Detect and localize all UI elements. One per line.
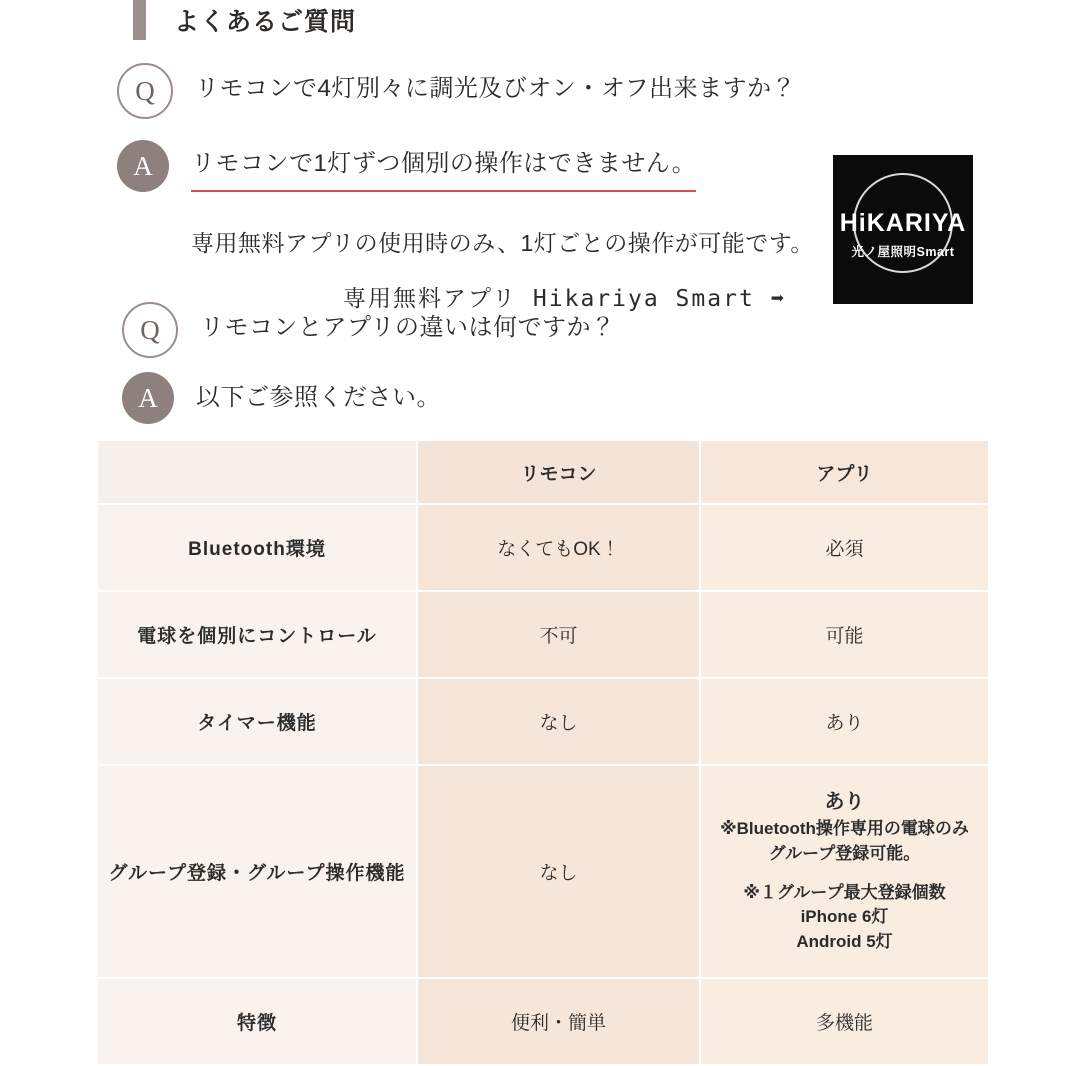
row-app-value: 必須: [700, 504, 989, 591]
faq-header: [133, 0, 356, 40]
table-row: [97, 591, 989, 678]
page-title: よくあるご質問: [174, 8, 357, 36]
answer-badge: A: [122, 372, 174, 424]
comparison-table: [96, 439, 990, 1066]
table-header-blank: [97, 440, 417, 504]
row-label: 電球を個別にコントロール: [97, 591, 417, 678]
answer-body: [191, 140, 814, 313]
row-label: グループ登録・グループ操作機能: [97, 765, 417, 978]
row-label: タイマー機能: [97, 678, 417, 765]
answer-badge: A: [117, 140, 169, 192]
app-value-line-1: あり: [824, 791, 865, 814]
hikariya-logo: [833, 155, 973, 304]
table-header-app: アプリ: [700, 440, 989, 504]
row-remote-value: なし: [417, 678, 700, 765]
row-app-value: 可能: [700, 591, 989, 678]
row-remote-value: 不可: [417, 591, 700, 678]
table-row: [97, 978, 989, 1065]
app-value-line-6: Android 5灯: [796, 931, 893, 951]
app-value-line-4: ※１グループ最大登録個数: [743, 882, 946, 902]
logo-main-text: HiKARIYA: [839, 209, 967, 237]
table-row: [97, 765, 989, 978]
answer-text: リモコンで1灯ずつ個別の操作はできません。: [191, 146, 696, 192]
app-value-line-5: iPhone 6灯: [800, 907, 889, 927]
logo-sub-text: 光ノ屋照明Smart: [851, 245, 955, 259]
app-value-line-3: グループ登録可能。: [768, 844, 921, 864]
faq-item-q1: [117, 63, 796, 119]
answer-main-wrap: [191, 146, 814, 192]
row-remote-value: 便利・簡単: [417, 978, 700, 1065]
table-header-remote: リモコン: [417, 440, 700, 504]
question-text: リモコンで4灯別々に調光及びオン・オフ出来ますか？: [195, 75, 797, 102]
answer-text: 以下ご参照ください。: [196, 384, 441, 411]
row-label: 特徴: [97, 978, 417, 1065]
answer-subtext: 専用無料アプリの使用時のみ、1灯ごとの操作が可能です。: [191, 230, 814, 256]
row-label: Bluetooth環境: [97, 504, 417, 591]
question-badge: Q: [117, 63, 173, 119]
row-remote-value: なし: [417, 765, 700, 978]
row-app-value: 多機能: [700, 978, 989, 1065]
app-value-line-2: ※Bluetooth操作専用の電球のみ: [720, 819, 969, 839]
row-app-value: あり: [700, 678, 989, 765]
app-name-line: 専用無料アプリ Hikariya Smart ➡: [343, 286, 787, 312]
faq-item-q2: [122, 302, 616, 358]
accent-bar: [133, 0, 146, 40]
row-remote-value: なくてもOK！: [417, 504, 700, 591]
table-header-row: [97, 440, 989, 504]
table-row: [97, 504, 989, 591]
row-app-value-multiline: [700, 765, 989, 978]
faq-item-a2: [122, 372, 441, 424]
table-row: [97, 678, 989, 765]
question-text: リモコンとアプリの違いは何ですか？: [200, 314, 616, 341]
question-badge: Q: [122, 302, 178, 358]
faq-item-a1: [117, 140, 814, 313]
